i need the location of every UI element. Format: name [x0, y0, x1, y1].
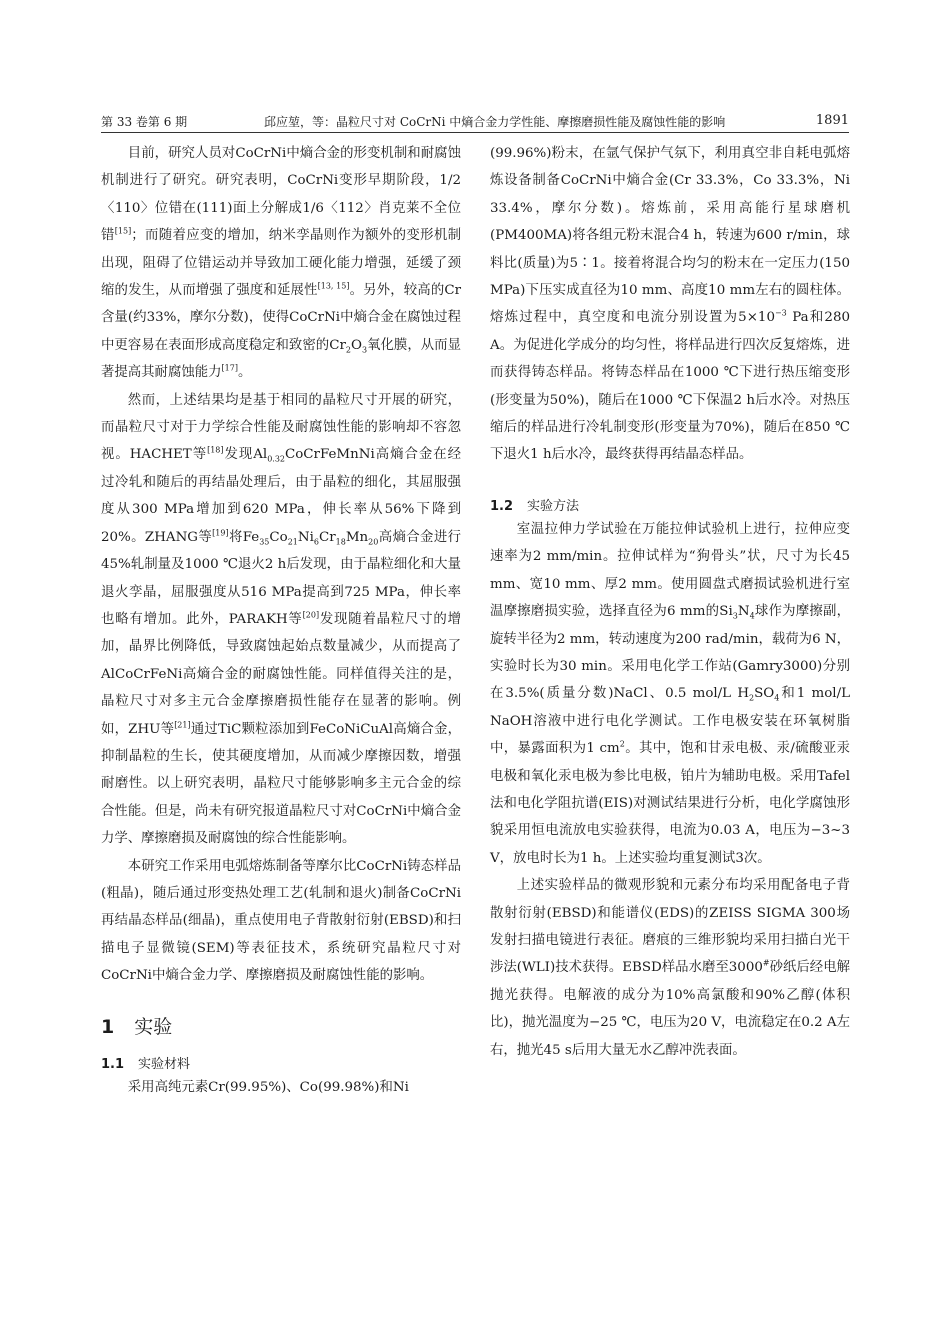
section-heading: 1 实验	[101, 1015, 173, 1038]
running-header	[101, 112, 849, 133]
paragraph: 上述实验样品的微观形貌和元素分布均采用配备电子背散射衍射(EBSD)和能谱仪(EDS)的ZEISS SIGMA 300场发射扫描电镜进行表征。磨痕的三维形貌均采用扫描白光干涉法(WLI)技术获得。EBSD样品水磨至3000#砂纸后经电解抛光获得。电解液的成分为10%高氯酸和90%乙醇(体积比)，抛光温度为−25 ℃，电压为20 V，电流稳定在0.2 A左右，抛光45 s后用大量无水乙醇冲洗表面。	[490, 878, 851, 1058]
paragraph: 室温拉伸力学试验在万能拉伸试验机上进行，拉伸应变速率为2 mm/min。拉伸试样为“狗骨头”状，尺寸为长45 mm、宽10 mm、厚2 mm。使用圆盘式磨损试验机进行室温摩擦磨损实验，选择直径为6 mm的$Si_3N_4$球作为摩擦副，旋转半径为2 mm，转动速度为200 rad/min，载荷为6 N，实验时长为30 min。采用电化学工作站(Gamry3000)分别在3.5%(质量分数)NaCl、0.5 mol/L $H_2SO_4$和1 mol/L NaOH溶液中进行电化学测试。工作电极安装在环氧树脂中，暴露面积为1 $cm^2$。其中，饱和甘汞电极、汞/硫酸亚汞电极和氧化汞电极为参比电极，铂片为辅助电极。采用Tafel法和电化学阻抗谱(EIS)对测试结果进行分析，电化学腐蚀形貌采用恒电流放电实验获得，电流为0.03 A，电压为−3~3 V，放电时长为1 h。上述实验均重复测试3次。	[490, 521, 850, 866]
right-column	[490, 140, 850, 1064]
running-title: 邱应堃，等：晶粒尺寸对 CoCrNi 中熵合金力学性能、摩擦磨损性能及腐蚀性能的影响	[264, 115, 726, 129]
paragraph: (99.96%)粉末，在氩气保护气氛下，利用真空非自耗电弧熔炼设备制备CoCrNi中熵合金(Cr 33.3%，Co 33.3%，Ni 33.4%，摩尔分数)。熔炼前，采用高能行星球磨机(PM400MA)将各组元粉末混合4 h，转速为600 r/min，球料比(质量)为5∶1。接着将混合均匀的粉末在一定压力(150 MPa)下压实成直径为10 mm、高度10 mm左右的圆柱体。熔炼过程中，真空度和电流分别设置为$5\times 10^{-3}$ Pa和280 A。为促进化学成分的均匀性，将样品进行四次反复熔炼，进而获得铸态样品。将铸态样品在1000 ℃下进行热压缩变形(形变量为50%)，随后在1000 ℃下保温2 h后水冷。对热压缩后的样品进行冷轧制变形(形变量为70%)，随后在850 ℃下退火1 h后水冷，最终获得再结晶态样品。	[490, 146, 850, 463]
paragraph: 采用高纯元素Cr(99.95%)、Co(99.98%)和Ni	[127, 1079, 409, 1095]
paragraph: 本研究工作采用电弧熔炼制备等摩尔比CoCrNi铸态样品(粗晶)，随后通过形变热处理工艺(轧制和退火)制备CoCrNi再结晶态样品(细晶)，重点使用电子背散射衍射(EBSD)和扫描电子显微镜(SEM)等表征技术，系统研究晶粒尺寸对CoCrNi中熵合金力学、摩擦磨损及耐腐蚀性能的影响。	[101, 858, 461, 984]
subsection-heading: 1.1 实验材料	[101, 1056, 191, 1072]
paragraph: 然而，上述结果均是基于相同的晶粒尺寸开展的研究，而晶粒尺寸对于力学综合性能及耐腐蚀性能的影响却不容忽视。HACHET等[18]发现$Al_{0.32}CoCrFeMnNi$高熵合金在经过冷轧和随后的再结晶处理后，由于晶粒的细化，其屈服强度从300 MPa增加到620 MPa，伸长率从56%下降到20%。ZHANG等[19]将$Fe_{35}Co_{21}Ni_6Cr_{18}Mn_{20}$高熵合金进行45%轧制量及1000 ℃退火2 h后发现，由于晶粒细化和大量退火孪晶，屈服强度从516 MPa提高到725 MPa，伸长率也略有增加。此外，PARAKH等[20]发现随着晶粒尺寸的增加，晶界比例降低，导致腐蚀起始点数量减少，从而提高了AlCoCrFeNi高熵合金的耐腐蚀性能。同样值得关注的是，晶粒尺寸对多主元合金摩擦磨损性能存在显著的影响。例如，ZHU等[21]通过TiC颗粒添加到FeCoNiCuAl高熵合金，抑制晶粒的生长，使其硬度增加，从而减少摩擦因数，增强耐磨性。以上研究表明，晶粒尺寸能够影响多主元合金的综合性能。但是，尚未有研究报道晶粒尺寸对CoCrNi中熵合金力学、摩擦磨损及耐腐蚀的综合性能影响。	[101, 392, 462, 847]
left-column	[101, 140, 461, 1101]
paragraph: 目前，研究人员对CoCrNi中熵合金的形变机制和耐腐蚀机制进行了研究。研究表明，CoCrNi变形早期阶段，1/2〈110〉位错在(111)面上分解成1/6〈112〉肖克莱不全位错[15]；而随着应变的增加，纳米孪晶则作为额外的变形机制出现，阻碍了位错运动并导致加工硬化能力增强，延缓了颈缩的发生，从而增强了强度和延展性[13, 15]。另外，较高的Cr含量(约33%，摩尔分数)，使得CoCrNi中熵合金在腐蚀过程中更容易在表面形成高度稳定和致密的$Cr_2O_3$氧化膜，从而显著提高其耐腐蚀能力[17]。	[101, 146, 462, 381]
subsection-heading: 1.2 实验方法	[490, 498, 580, 514]
journal-volume-issue: 第 33 卷第 6 期	[101, 115, 188, 129]
page-number: 1891	[815, 113, 849, 128]
